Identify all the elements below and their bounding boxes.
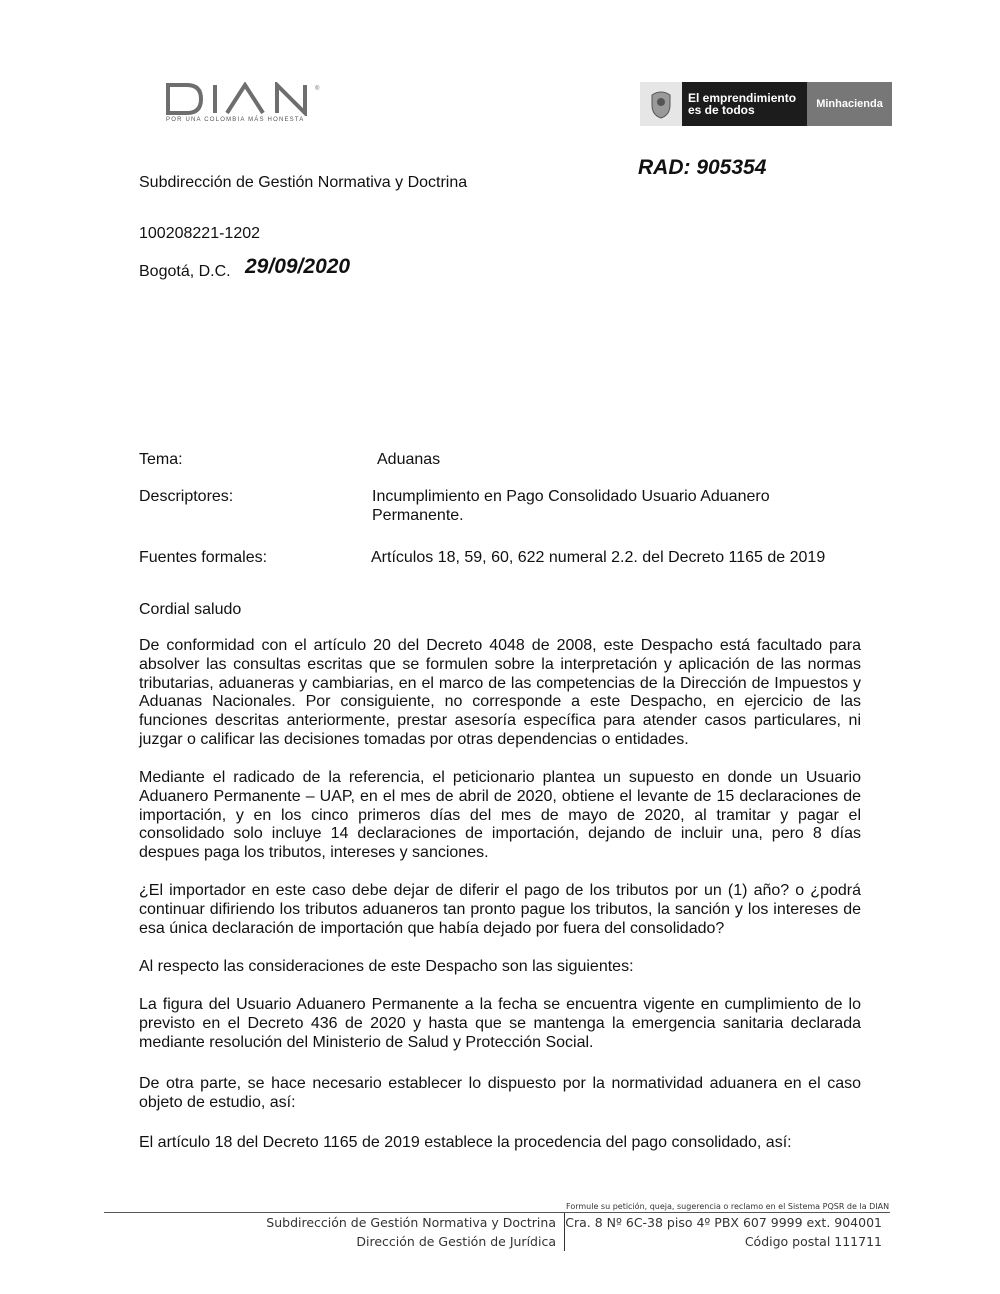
greeting: Cordial saludo	[139, 601, 242, 618]
descriptores-line1: Incumplimiento en Pago Consolidado Usuario Aduanero	[372, 488, 770, 505]
paragraph: La figura del Usuario Aduanero Permanente a la fecha se encuentra vigente en cumplimiento de lo previsto en el Decreto 436 de 2020 y hasta que se mantenga la emergencia sanitaria declarada mediante resolución del Ministerio de Salud y Protección Social.	[139, 996, 861, 1051]
document-date: 29/09/2020	[245, 255, 351, 278]
fuentes-label: Fuentes formales:	[139, 549, 268, 566]
dian-logo-mark	[165, 82, 325, 116]
footer-office: Subdirección de Gestión Normativa y Doctrina	[266, 1215, 556, 1230]
paragraph: Mediante el radicado de la referencia, el peticionario plantea un supuesto en donde un Usuario Aduanero Permanente – UAP, en el mes de abril de 2020, obtiene el levante de 15 declaraciones de importación, y en los cinco primeros días del mes de mayo de 2020, al tramitar y pagar el consolidado solo incluye 14 declaraciones de importación, dejando de incluir una, pero 8 días despues paga los tributos, intereses y sanciones.	[139, 769, 861, 862]
footer-pqsr-note: Formule su petición, queja, sugerencia o reclamo en el Sistema PQSR de la DIAN	[566, 1202, 890, 1211]
fuentes-value: Artículos 18, 59, 60, 622 numeral 2.2. del Decreto 1165 de 2019	[371, 549, 826, 566]
paragraph: El artículo 18 del Decreto 1165 de 2019 establece la procedencia del pago consolidado, así:	[139, 1134, 792, 1151]
reference-number: 100208221-1202	[139, 225, 261, 242]
footer-address: Cra. 8 Nº 6C-38 piso 4º PBX 607 9999 ext. 904001	[565, 1215, 882, 1230]
city: Bogotá, D.C.	[139, 263, 231, 280]
gov-slogan-line1: El emprendimiento	[688, 91, 797, 105]
dian-tagline: POR UNA COLOMBIA MÁS HONESTA	[166, 117, 305, 123]
paragraph: ¿El importador en este caso debe dejar de diferir el pago de los tributos por un (1) año? o ¿podrá continuar difiriendo los tributos aduaneros tan pronto pague los tributos, la sanción y los intereses de esa única declaración de importación que había dejado por fuera del consolidado?	[139, 882, 861, 937]
descriptores-line2: Permanente.	[372, 507, 464, 524]
descriptores-label: Descriptores:	[139, 488, 234, 505]
paragraph: Al respecto las consideraciones de este Despacho son las siguientes:	[139, 958, 634, 975]
footer-postal-code: Código postal 111711	[744, 1234, 882, 1249]
footer-direction: Dirección de Gestión de Jurídica	[356, 1234, 556, 1249]
gov-slogan	[682, 82, 807, 126]
svg-text:®: ®	[315, 86, 320, 92]
rad-number: RAD: 905354	[638, 156, 767, 179]
paragraph: De otra parte, se hace necesario establecer lo dispuesto por la normatividad aduanera en el caso objeto de estudio, así:	[139, 1075, 861, 1111]
government-logo	[640, 82, 892, 126]
tema-label: Tema:	[139, 451, 183, 468]
paragraph: De conformidad con el artículo 20 del Decreto 4048 de 2008, este Despacho está facultado para absolver las consultas escritas que se formulen sobre la interpretación y aplicación de las normas tributarias, aduaneras y cambiarias, en el marco de las competencias de la Dirección de Impuestos y Aduanas Nacionales. Por consiguiente, no corresponde a este Despacho, en ejercicio de las funciones descritas anteriormente, prestar asesoría específica para atender casos particulares, ni juzgar o calificar las decisiones tomadas por otras dependencias o entidades.	[139, 637, 861, 748]
office-name: Subdirección de Gestión Normativa y Doctrina	[139, 174, 468, 191]
tema-value: Aduanas	[377, 451, 441, 468]
coat-of-arms-icon	[640, 82, 682, 126]
footer-divider	[104, 1212, 890, 1213]
gov-slogan-line2: es de todos	[688, 103, 755, 117]
ministry-label: Minhacienda	[807, 82, 892, 126]
